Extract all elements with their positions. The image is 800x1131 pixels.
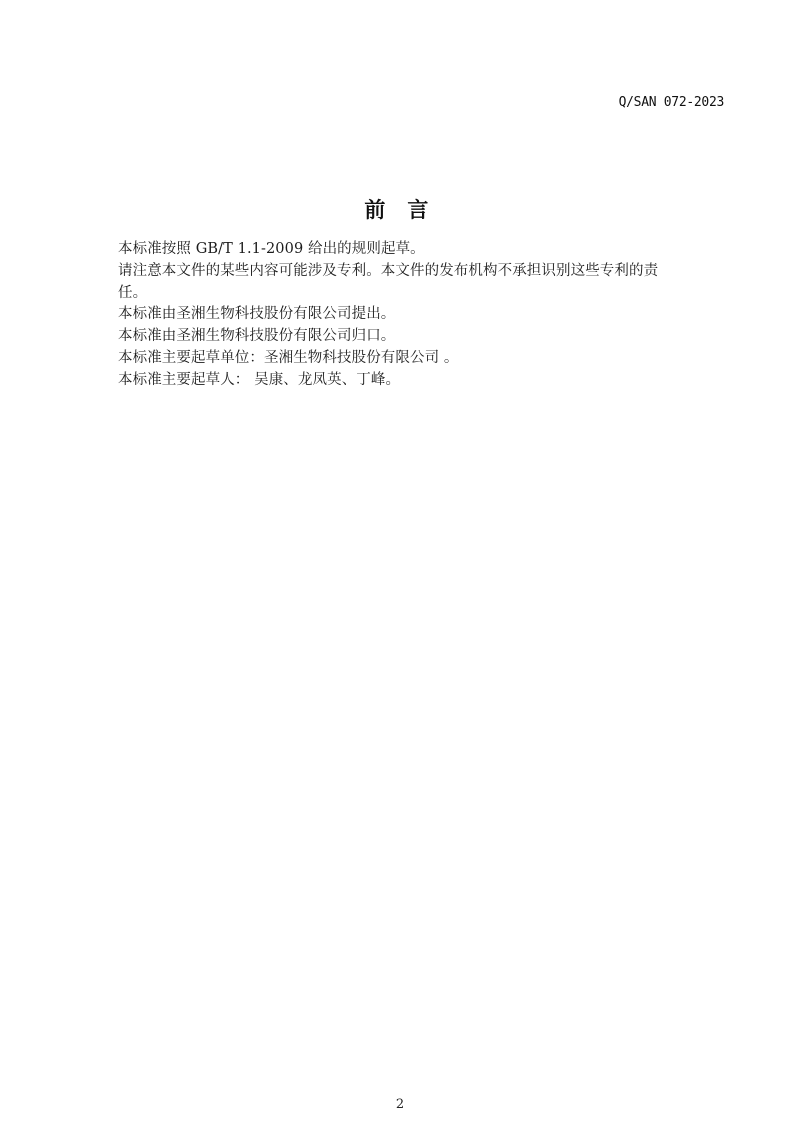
paragraph-patent-notice: 请注意本文件的某些内容可能涉及专利。本文件的发布机构不承担识别这些专利的责任。: [118, 262, 659, 301]
paragraph-drafters: 本标准主要起草人： 吴康、龙凤英、丁峰。: [118, 371, 401, 388]
page-number: 2: [395, 1097, 405, 1112]
paragraph-drafting-rules: 本标准按照 GB/T 1.1-2009 给出的规则起草。: [118, 241, 425, 257]
paragraph-centralized-by: 本标准由圣湘生物科技股份有限公司归口。: [118, 328, 396, 345]
foreword-title: 前 言: [364, 197, 436, 222]
foreword-body: [118, 239, 678, 392]
standard-number-header: Q/SAN 072-2023: [618, 95, 724, 110]
paragraph-drafting-organization: 本标准主要起草单位：圣湘生物科技股份有限公司 。: [118, 349, 459, 366]
paragraph-proposed-by: 本标准由圣湘生物科技股份有限公司提出。: [118, 306, 396, 323]
